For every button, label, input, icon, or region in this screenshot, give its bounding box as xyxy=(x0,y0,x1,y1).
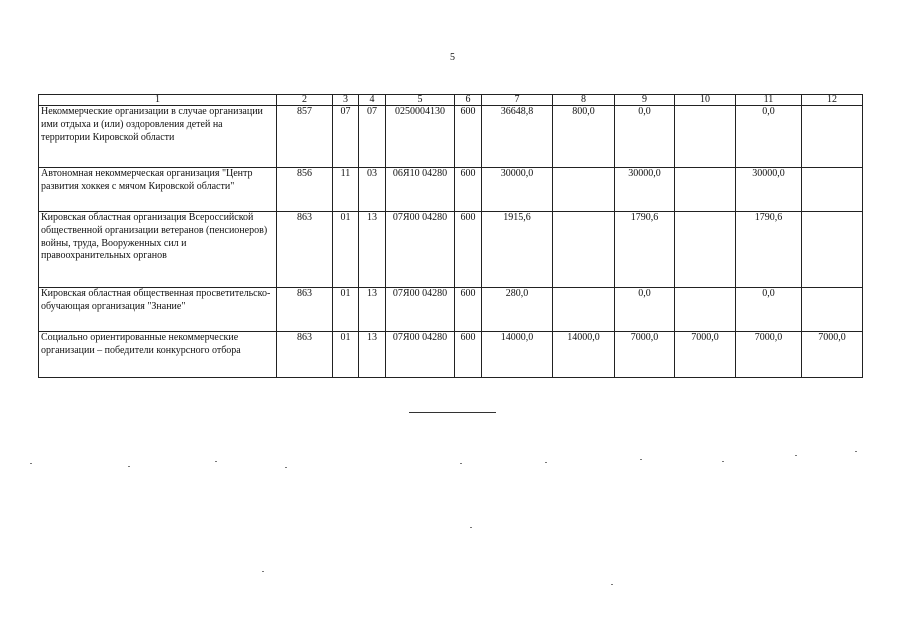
cell-amount-7: 14000,0 xyxy=(482,332,553,378)
cell-amount-11: 1790,6 xyxy=(736,212,802,288)
cell-amount-8 xyxy=(553,212,615,288)
organization-name: Кировская областная организация Всероссийской общественной организации ветеранов (пенсионеров) войны, труда, Вооруженных сил и правоохранительных органов xyxy=(39,212,277,288)
organization-name: Социально ориентированные некоммерческие организации – победители конкурсного отбора xyxy=(39,332,277,378)
cell-target-article: 07Я00 04280 xyxy=(386,288,455,332)
cell-amount-12 xyxy=(802,212,863,288)
scan-speck xyxy=(30,463,32,464)
cell-amount-12 xyxy=(802,106,863,168)
cell-amount-10 xyxy=(675,288,736,332)
cell-section: 11 xyxy=(333,168,359,212)
cell-amount-12 xyxy=(802,168,863,212)
organization-name: Некоммерческие организации в случае организации ими отдыха и (или) оздоровления детей на территории Кировской области xyxy=(39,106,277,168)
cell-amount-9: 30000,0 xyxy=(615,168,675,212)
organization-name: Автономная некоммерческая организация "Центр развития хоккея с мячом Кировской области" xyxy=(39,168,277,212)
cell-amount-8: 14000,0 xyxy=(553,332,615,378)
scan-speck xyxy=(855,451,857,452)
cell-ministry-code: 863 xyxy=(277,332,333,378)
cell-amount-10: 7000,0 xyxy=(675,332,736,378)
cell-section: 07 xyxy=(333,106,359,168)
cell-expense-type: 600 xyxy=(455,106,482,168)
cell-ministry-code: 857 xyxy=(277,106,333,168)
cell-amount-7: 1915,6 xyxy=(482,212,553,288)
column-header: 2 xyxy=(277,95,333,106)
cell-amount-9: 0,0 xyxy=(615,106,675,168)
scan-speck xyxy=(262,571,264,572)
scan-speck xyxy=(460,463,462,464)
column-header: 4 xyxy=(359,95,386,106)
table-row xyxy=(39,168,863,212)
column-header: 8 xyxy=(553,95,615,106)
column-header: 12 xyxy=(802,95,863,106)
cell-amount-9: 7000,0 xyxy=(615,332,675,378)
scan-speck xyxy=(285,467,287,468)
organization-name: Кировская областная общественная просветительско-обучающая организация "Знание" xyxy=(39,288,277,332)
column-header: 3 xyxy=(333,95,359,106)
column-header: 7 xyxy=(482,95,553,106)
cell-expense-type: 600 xyxy=(455,168,482,212)
cell-expense-type: 600 xyxy=(455,288,482,332)
cell-section: 01 xyxy=(333,288,359,332)
scan-speck xyxy=(470,527,472,528)
budget-table xyxy=(38,94,863,378)
cell-ministry-code: 856 xyxy=(277,168,333,212)
page-number: 5 xyxy=(450,52,455,63)
cell-target-article: 06Я10 04280 xyxy=(386,168,455,212)
cell-amount-11: 0,0 xyxy=(736,106,802,168)
cell-amount-11: 0,0 xyxy=(736,288,802,332)
cell-amount-10 xyxy=(675,212,736,288)
table-row xyxy=(39,212,863,288)
cell-amount-12 xyxy=(802,288,863,332)
column-header: 10 xyxy=(675,95,736,106)
separator-line xyxy=(409,412,496,413)
column-header: 6 xyxy=(455,95,482,106)
cell-target-article: 07Я00 04280 xyxy=(386,332,455,378)
cell-amount-10 xyxy=(675,106,736,168)
cell-subsection: 07 xyxy=(359,106,386,168)
cell-expense-type: 600 xyxy=(455,212,482,288)
cell-subsection: 13 xyxy=(359,332,386,378)
cell-amount-11: 7000,0 xyxy=(736,332,802,378)
column-header: 5 xyxy=(386,95,455,106)
scan-speck xyxy=(722,461,724,462)
header-row xyxy=(39,95,863,106)
cell-ministry-code: 863 xyxy=(277,288,333,332)
table-row xyxy=(39,332,863,378)
cell-amount-7: 30000,0 xyxy=(482,168,553,212)
cell-amount-8: 800,0 xyxy=(553,106,615,168)
table-row xyxy=(39,288,863,332)
scan-speck xyxy=(215,461,217,462)
cell-amount-7: 280,0 xyxy=(482,288,553,332)
cell-target-article: 0250004130 xyxy=(386,106,455,168)
cell-subsection: 03 xyxy=(359,168,386,212)
table-row xyxy=(39,106,863,168)
column-header: 1 xyxy=(39,95,277,106)
cell-target-article: 07Я00 04280 xyxy=(386,212,455,288)
scan-speck xyxy=(545,462,547,463)
scan-speck xyxy=(128,466,130,467)
cell-subsection: 13 xyxy=(359,288,386,332)
cell-section: 01 xyxy=(333,332,359,378)
cell-amount-12: 7000,0 xyxy=(802,332,863,378)
cell-amount-11: 30000,0 xyxy=(736,168,802,212)
cell-ministry-code: 863 xyxy=(277,212,333,288)
column-header: 9 xyxy=(615,95,675,106)
cell-amount-9: 1790,6 xyxy=(615,212,675,288)
cell-amount-10 xyxy=(675,168,736,212)
cell-subsection: 13 xyxy=(359,212,386,288)
scan-speck xyxy=(611,584,613,585)
cell-amount-9: 0,0 xyxy=(615,288,675,332)
cell-section: 01 xyxy=(333,212,359,288)
cell-amount-8 xyxy=(553,168,615,212)
column-header: 11 xyxy=(736,95,802,106)
cell-expense-type: 600 xyxy=(455,332,482,378)
scan-speck xyxy=(795,455,797,456)
cell-amount-8 xyxy=(553,288,615,332)
scan-speck xyxy=(640,459,642,460)
cell-amount-7: 36648,8 xyxy=(482,106,553,168)
